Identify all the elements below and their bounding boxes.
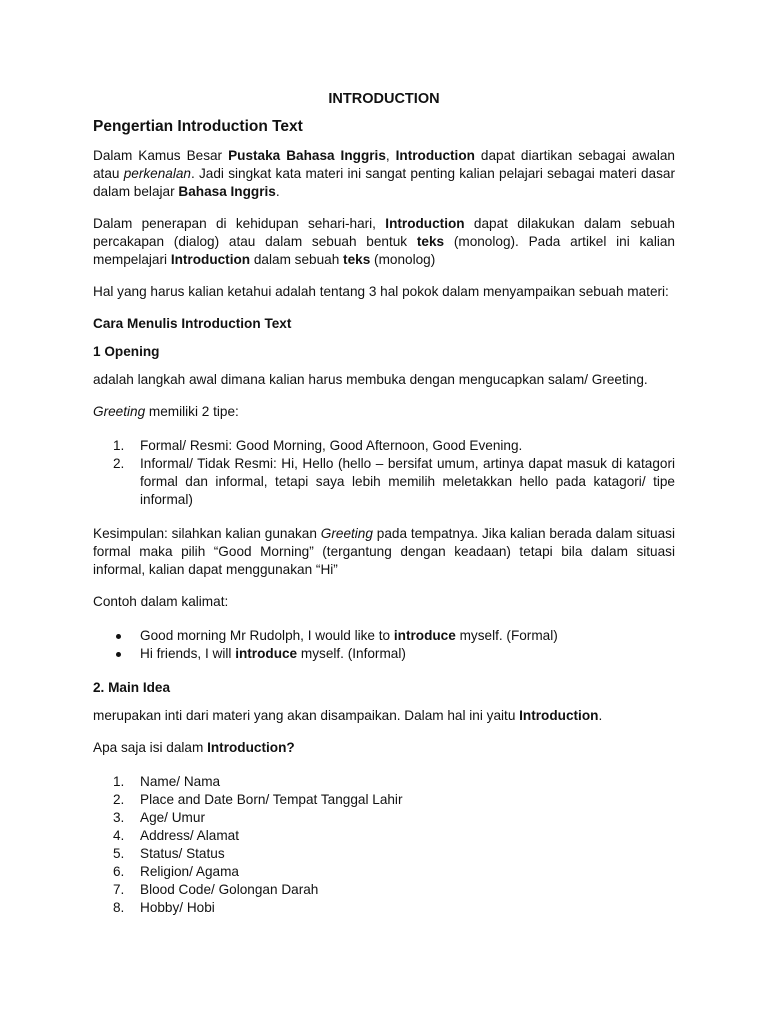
list-item: 5. Status/ Status [113, 846, 225, 861]
paragraph-greeting-types: Greeting memiliki 2 tipe: [93, 404, 239, 419]
greeting-types-list [93, 437, 675, 509]
subheading-cara-menulis: Cara Menulis Introduction Text [93, 316, 292, 331]
list-item: Good morning Mr Rudolph, I would like to introduce myself. (Formal) [93, 627, 675, 645]
list-item: 2. Place and Date Born/ Tempat Tanggal Lahir [113, 792, 403, 807]
bullet-icon [116, 652, 121, 657]
paragraph-main-idea: merupakan inti dari materi yang akan disampaikan. Dalam hal ini yaitu Introduction. [93, 708, 603, 723]
examples-list [93, 627, 675, 663]
list-item: 2. Informal/ Tidak Resmi: Hi, Hello (hello – bersifat umum, artinya dapat masuk di katagori formal dan informal, tetapi saya lebih memilih meletakkan hello pada katagori/ tipe informal) [113, 456, 675, 507]
document-page [93, 90, 675, 917]
list-item: 3. Age/ Umur [113, 810, 205, 825]
section-heading: Pengertian Introduction Text [93, 118, 303, 135]
document-title: INTRODUCTION [328, 91, 440, 107]
paragraph-opening: adalah langkah awal dimana kalian harus membuka dengan mengucapkan salam/ Greeting. [93, 372, 648, 387]
subheading-main-idea: 2. Main Idea [93, 680, 171, 695]
subheading-opening: 1 Opening [93, 344, 160, 359]
paragraph-definition: Dalam Kamus Besar Pustaka Bahasa Inggris, Introduction dapat diartikan sebagai awalan atau perkenalan. Jadi singkat kata materi ini sangat penting kalian pelajari sebagai materi dasar dalam belajar Bahasa Inggris. [93, 148, 675, 199]
list-item: 1. Formal/ Resmi: Good Morning, Good Afternoon, Good Evening. [113, 438, 523, 453]
paragraph-application: Dalam penerapan di kehidupan sehari-hari, Introduction dapat dilakukan dalam sebuah percakapan (dialog) atau dalam sebuah bentuk teks (monolog). Pada artikel ini kalian mempelajari Introduction dalam sebuah teks (monolog) [93, 216, 675, 267]
paragraph-conclusion: Kesimpulan: silahkan kalian gunakan Greeting pada tempatnya. Jika kalian berada dalam situasi formal maka pilih “Good Morning” (tergantung dengan keadaan) tetapi bila dalam situasi informal, kalian dapat menggunakan “Hi” [93, 526, 675, 577]
list-item: 1. Name/ Nama [113, 774, 221, 789]
bullet-icon [116, 634, 121, 639]
list-item: 8. Hobby/ Hobi [113, 900, 215, 915]
list-item: 6. Religion/ Agama [113, 864, 239, 879]
introduction-contents-list [93, 773, 675, 917]
paragraph-contents-question: Apa saja isi dalam Introduction? [93, 740, 295, 755]
paragraph-key-points: Hal yang harus kalian ketahui adalah tentang 3 hal pokok dalam menyampaikan sebuah materi: [93, 284, 669, 299]
paragraph-example-intro: Contoh dalam kalimat: [93, 594, 229, 609]
list-item: 7. Blood Code/ Golongan Darah [113, 882, 319, 897]
list-item: 4. Address/ Alamat [113, 828, 239, 843]
list-item: Hi friends, I will introduce myself. (Informal) [93, 645, 675, 663]
